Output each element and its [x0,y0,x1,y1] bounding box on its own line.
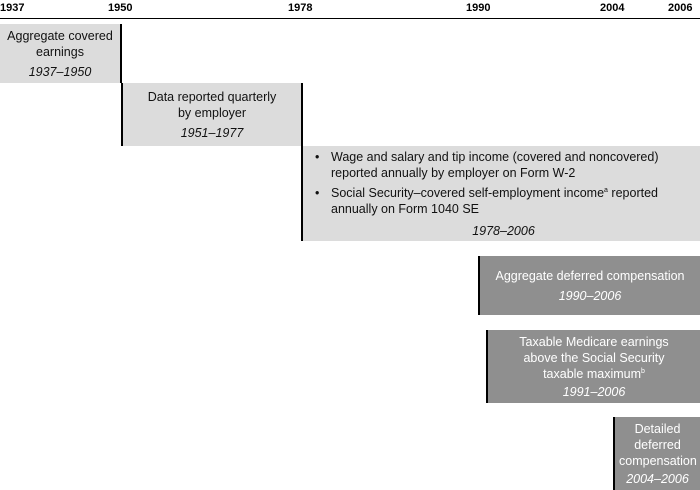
bar-aggregate-deferred-compensation [478,256,700,315]
bullet-wage-salary-tip [331,149,694,181]
bar-w2-annual-reporting [301,146,700,241]
footnote-marker: a [604,186,608,194]
year-label-1950: 1950 [108,2,133,14]
bar-dates: 1937–1950 [28,64,92,79]
bar-detailed-deferred-compensation [613,417,700,490]
bar-label-text: Taxable Medicare earnings above the Social Security taxable maximum [519,334,669,381]
bullet-text: reported annually on Form 1040 SE [331,185,658,216]
bullet-text: Wage and salary and tip income (covered and noncovered) reported annually by employer on Form W-2 [331,149,659,180]
timeline-axis [0,18,700,19]
bar-aggregate-covered-earnings [0,24,122,83]
bullet-list [313,149,694,221]
bar-label: Aggregate covered earnings [7,28,113,59]
bar-dates: 1951–1977 [180,125,244,140]
bar-dates: 1978–2006 [472,223,535,238]
bar-taxable-medicare-earnings [486,330,700,403]
year-label-1978: 1978 [288,2,313,14]
bar-label: Detailed deferred compensation [619,421,697,468]
bar-dates: 1990–2006 [558,288,622,303]
bar-dates: 1991–2006 [562,384,626,399]
year-label-2004: 2004 [600,2,625,14]
bar-dates: 2004–2006 [626,471,689,486]
bar-label: Data reported quarterly by employer [147,89,277,120]
bar-data-reported-quarterly [121,83,303,146]
year-label-2006: 2006 [668,2,693,14]
year-label-1990: 1990 [466,2,491,14]
year-label-1937: 1937 [0,2,25,14]
footnote-marker: b [641,367,645,375]
bullet-text: Social Security–covered self-employment income [331,185,605,200]
bar-label: Aggregate deferred compensation [495,268,685,283]
bullet-self-employment [331,185,694,217]
bar-label [488,334,700,382]
